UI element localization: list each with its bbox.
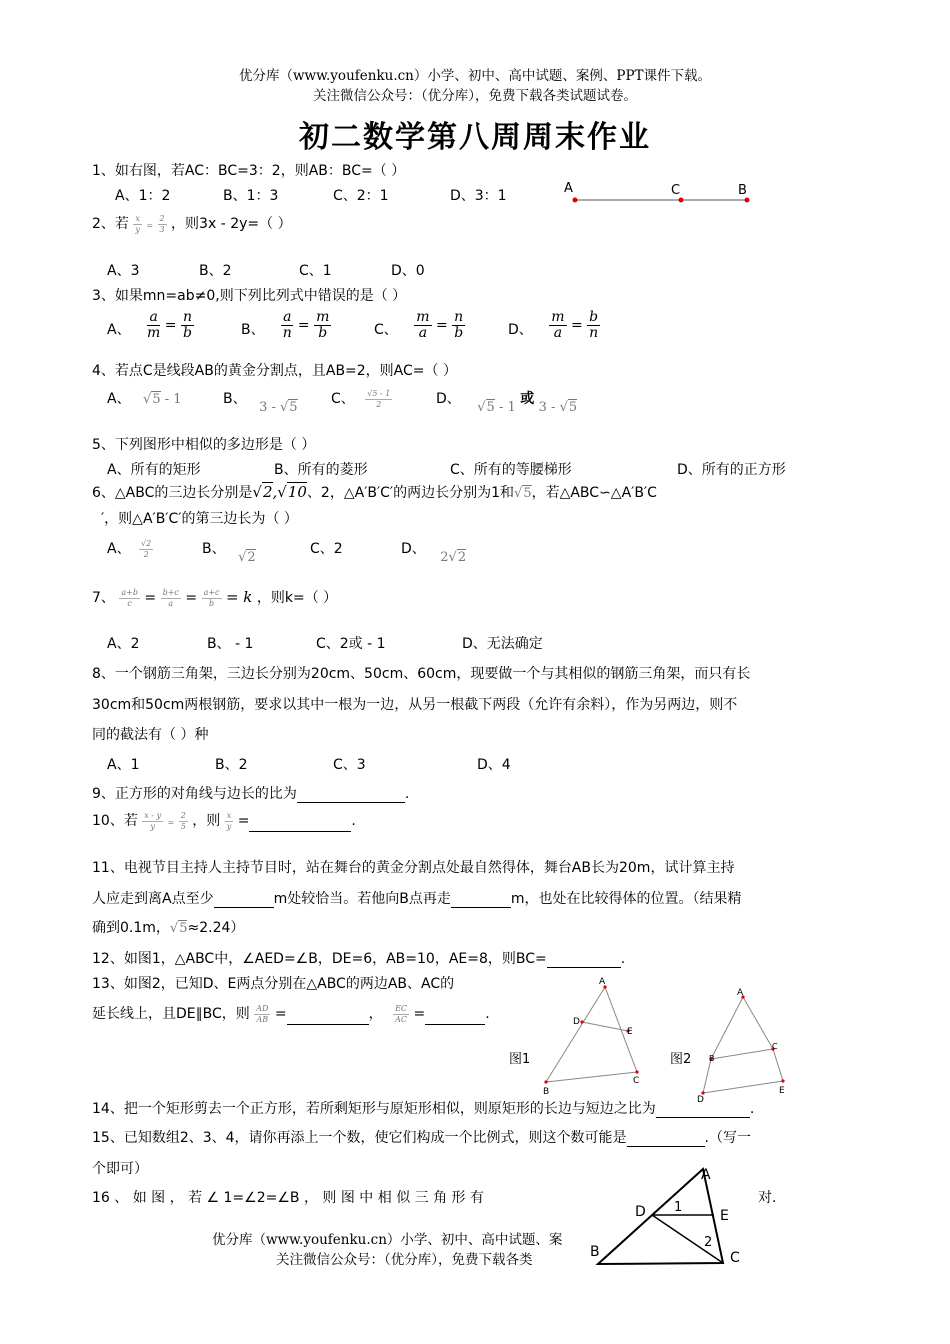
q1-option-d: D、3：1 [450, 188, 507, 204]
q2-fraction-23: $\frac{2}{3}$ [159, 213, 165, 234]
fig16-label-b: B [590, 1244, 600, 1260]
q5-option-d: D、所有的正方形 [677, 462, 786, 478]
q7-option-a: A、2 [107, 636, 140, 652]
question-7: 7、 $\frac{a+b}{c}$ = $\frac{b+c}{a}$ = $\frac{a+c}{b}$ = k ，则k=（ ） [92, 587, 338, 608]
question-8-line-1: 8、一个钢筋三角架，三边长分别为20cm、50cm、60cm，现要做一个与其相似的钢筋三角架，而只有长 [92, 666, 751, 682]
question-1: 1、如右图，若AC：BC=3：2，则AB：BC=（ ） [92, 163, 406, 179]
footer-line-1: 优分库（www.youfenku.cn）小学、初中、高中试题、案 [212, 1232, 563, 1248]
q3-option-b: B、 $\frac{a}{n}$ = $\frac{m}{b}$ [241, 309, 330, 341]
point-c [679, 198, 684, 203]
fig16-label-a: A [701, 1167, 711, 1183]
question-11-line-3: 确到0.1m，√5≈2.24） [92, 920, 245, 936]
q10-answer-blank[interactable] [249, 831, 351, 832]
fig2-label-e: E [779, 1086, 785, 1096]
fig16-label-c: C [730, 1250, 740, 1266]
q3-option-d: D、 $\frac{m}{a}$ = $\frac{b}{n}$ [508, 309, 599, 341]
fig16-label-e: E [720, 1208, 729, 1224]
q2-fraction-xy: $\frac{x}{y}$ [135, 213, 140, 234]
q6-option-c: C、2 [310, 541, 343, 557]
question-12: 12、如图1，△ABC中，∠AED=∠B，DE=6，AB=10，AE=8，则BC= . [92, 951, 626, 967]
figure-1 [535, 975, 655, 1100]
figure-2 [693, 985, 803, 1105]
fig16-angle-2: 2 [704, 1235, 713, 1250]
q6-option-a: A、 $\frac{√2}{2}$ [107, 538, 152, 559]
q1-option-a: A、1：2 [115, 188, 171, 204]
q3-option-a: A、 $\frac{a}{m}$ = $\frac{n}{b}$ [107, 309, 192, 341]
figure-16 [590, 1162, 750, 1274]
fig2-label-d: D [697, 1095, 704, 1105]
q12-answer-blank[interactable] [547, 967, 621, 968]
header-line-2: 关注微信公众号：（优分库），免费下载各类试题试卷。 [313, 88, 637, 104]
q15-answer-blank[interactable] [627, 1146, 705, 1147]
q8-option-a: A、1 [107, 757, 140, 773]
q6-option-b: B、 √2 [202, 541, 256, 565]
fig1-label-c: C [633, 1076, 640, 1086]
fig1-label-a: A [599, 977, 606, 987]
fig16-angle-1: 1 [674, 1200, 683, 1215]
q11-blank-2[interactable] [451, 907, 511, 908]
q2-option-a: A、3 [107, 263, 140, 279]
q4-option-b: B、 3 - √5 [223, 391, 298, 415]
q1-option-c: C、2：1 [333, 188, 389, 204]
q7-option-d: D、无法确定 [462, 636, 543, 652]
question-16-end: 对. [758, 1190, 777, 1206]
q14-answer-blank[interactable] [656, 1117, 750, 1118]
fig1-label-b: B [543, 1087, 550, 1097]
question-15-line-1: 15、已知数组2、3、4，请你再添上一个数，使它们构成一个比例式，则这个数可能是 .（写一 [92, 1130, 751, 1146]
q6-option-d: D、 2√2 [401, 541, 467, 565]
fig2-label-c: C [772, 1042, 778, 1051]
question-14: 14、把一个矩形剪去一个正方形，若所剩矩形与原矩形相似，则原矩形的长边与短边之比为 . [92, 1101, 755, 1117]
q2-equals: = [146, 221, 154, 230]
question-11-line-1: 11、电视节目主持人主持节目时，站在舞台的黄金分割点处最自然得体，舞台AB长为20m，试计算主持 [92, 860, 735, 876]
q13-blank-1[interactable] [287, 1024, 369, 1025]
question-15-line-2: 个即可） [92, 1161, 148, 1177]
question-2 [92, 213, 292, 235]
label-a: A [564, 181, 573, 196]
q4-option-d: D、 √5 - 1 或 3 - √5 [436, 391, 578, 415]
fig2-label-b: B [709, 1054, 715, 1063]
q11-blank-1[interactable] [214, 907, 274, 908]
label-c: C [671, 183, 681, 198]
question-11-line-2: 人应走到离A点至少 m处较恰当。若他向B点再走 m，也处在比较得体的位置。（结果精 [92, 891, 742, 907]
q4-option-a: A、 √5 - 1 [107, 391, 182, 407]
fig2-label-a: A [737, 988, 744, 998]
q5-option-a: A、所有的矩形 [107, 462, 201, 478]
q8-option-b: B、2 [215, 757, 248, 773]
fig1-label-e: E [627, 1027, 633, 1037]
question-16: 16 、 如 图 ， 若 ∠ 1=∠2=∠B ， 则 图 中 相 似 三 角 形 有 [92, 1190, 484, 1206]
question-5: 5、下列图形中相似的多边形是（ ） [92, 437, 316, 453]
header-line-1: 优分库（www.youfenku.cn）小学、初中、高中试题、案例、PPT课件下载。 [238, 68, 712, 84]
question-8-line-2: 30cm和50cm两根钢筋，要求以其中一根为一边，从另一根截下两段（允许有余料），作为另两边，则不 [92, 697, 738, 713]
fig16-label-d: D [635, 1204, 646, 1220]
question-10: 10、若 $\frac{x - y}{y}$ = $\frac{2}{5}$ ，则 $\frac{x}{y}$ = . [92, 810, 356, 831]
figure-1-caption: 图1 [509, 1052, 531, 1067]
q3-option-c: C、 $\frac{m}{a}$ = $\frac{n}{b}$ [374, 309, 464, 341]
q2-option-b: B、2 [199, 263, 232, 279]
q2-prefix: 2、若 [92, 216, 129, 232]
q7-option-b: B、 - 1 [207, 636, 254, 652]
figure-2-caption: 图2 [670, 1052, 692, 1067]
question-4: 4、若点C是线段AB的黄金分割点，且AB=2，则AC=（ ） [92, 363, 457, 379]
q5-option-b: B、所有的菱形 [274, 462, 368, 478]
question-8-line-3: 同的截法有（ ）种 [92, 727, 209, 743]
fig1-label-d: D [573, 1017, 580, 1027]
q5-option-c: C、所有的等腰梯形 [450, 462, 572, 478]
question-6-line-2: ′，则△A′B′C′的第三边长为（ ） [101, 511, 298, 527]
page-title: 初二数学第八周周末作业 [299, 120, 651, 155]
label-b: B [738, 183, 747, 198]
question-13-line-1: 13、如图2，已知D、E两点分别在△ABC的两边AB、AC的 [92, 976, 455, 992]
q8-option-c: C、3 [333, 757, 366, 773]
question-3: 3、如果mn=ab≠0,则下列比列式中错误的是（ ） [92, 288, 407, 304]
question-6: 6、△ABC的三边长分别是√2,√10、2，△A′B′C′的两边长分别为1和√5，若△ABC∽△A′B′C [92, 483, 657, 501]
q1-option-b: B、1：3 [223, 188, 279, 204]
q4-option-c: C、 $\frac{√5 - 1}{2}$ [331, 388, 391, 409]
point-a [573, 198, 578, 203]
q2-option-d: D、0 [391, 263, 425, 279]
line-segment-figure [560, 178, 760, 210]
q2-option-c: C、1 [299, 263, 332, 279]
q8-option-d: D、4 [477, 757, 511, 773]
q7-option-c: C、2或 - 1 [316, 636, 386, 652]
point-b [745, 198, 750, 203]
q9-answer-blank[interactable] [297, 802, 405, 803]
question-9: 9、正方形的对角线与边长的比为 . [92, 786, 410, 802]
question-13-line-2: 延长线上，且DE∥BC，则 $\frac{AD}{AB}$ = ， $\frac{EC}{AC}$ = . [92, 1003, 490, 1024]
q13-blank-2[interactable] [425, 1024, 485, 1025]
q2-suffix: ，则3x - 2y=（ ） [171, 216, 292, 232]
footer-line-2: 关注微信公众号：（优分库），免费下载各类 [276, 1252, 533, 1268]
